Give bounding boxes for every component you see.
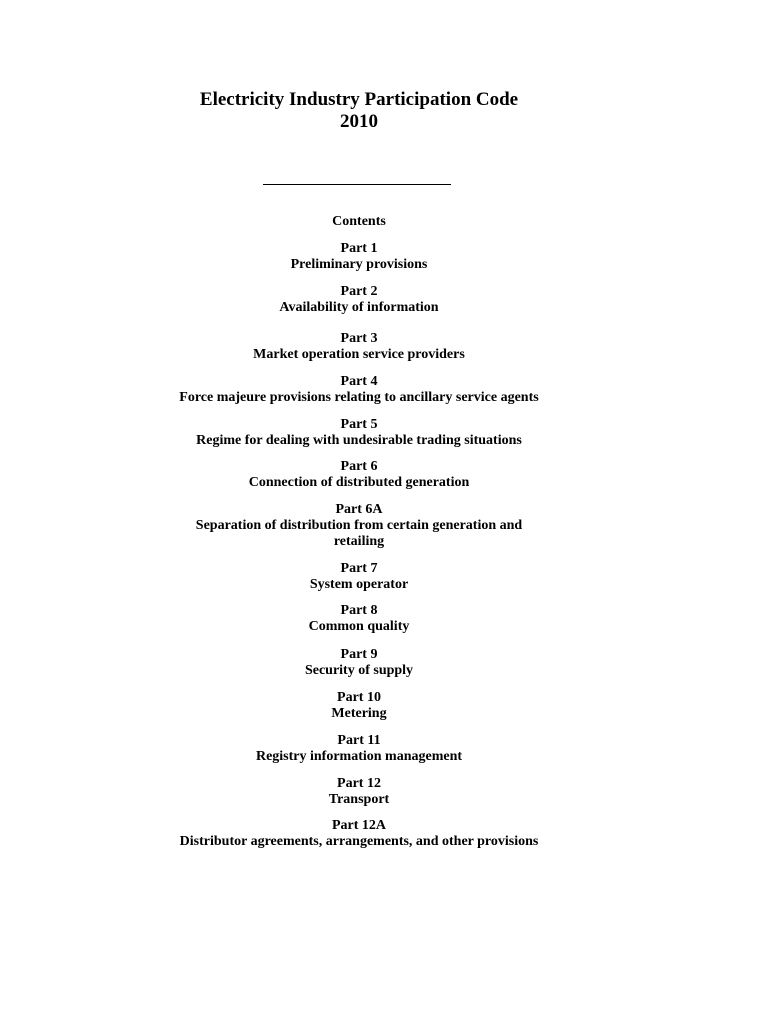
toc-part-label: Part 7 [340,561,378,576]
toc-part-title: Registry information management [255,749,463,764]
toc-part-label: Part 6 [340,459,378,474]
toc-part-label: Part 12A [331,818,387,833]
toc-part-label: Part 5 [340,417,378,432]
toc-entry-part-3[interactable] [0,331,718,363]
toc-entry-part-11[interactable] [0,733,718,765]
toc-part-label: Part 12 [337,776,381,791]
toc-part-label: Part 11 [337,733,381,748]
toc-part-title: Distributor agreements, arrangements, and other provisions [179,834,539,849]
contents-heading: Contents [332,214,386,229]
toc-entry-part-1[interactable] [0,241,718,273]
title-line-1: Electricity Industry Participation Code [199,89,519,110]
toc-part-title: Common quality [308,619,410,634]
toc-entry-part-7[interactable] [0,561,718,593]
toc-entry-part-6a[interactable] [0,502,718,550]
toc-part-title: Market operation service providers [253,347,465,362]
toc-entry-part-9[interactable] [0,647,718,679]
toc-part-title: Separation of distribution from certain generation and retailing [195,518,523,549]
title-line-2: 2010 [340,111,378,132]
toc-entry-part-4[interactable] [0,374,718,406]
toc-entry-part-10[interactable] [0,690,718,722]
toc-part-title: Preliminary provisions [290,257,428,272]
toc-part-title: System operator [309,577,409,592]
toc-part-title: Security of supply [304,663,414,678]
toc-entry-part-2[interactable] [0,284,718,316]
toc-part-title: Regime for dealing with undesirable trading situations [196,433,522,448]
toc-part-label: Part 2 [340,284,378,299]
toc-part-label: Part 3 [340,331,378,346]
toc-entry-part-12[interactable] [0,776,718,808]
title-divider [263,184,451,185]
toc-part-label: Part 4 [340,374,378,389]
toc-part-label: Part 9 [340,647,378,662]
toc-part-title: Connection of distributed generation [248,475,470,490]
toc-part-title: Force majeure provisions relating to ancillary service agents [179,390,539,405]
toc-entry-part-6[interactable] [0,459,718,491]
document-title [0,89,718,133]
toc-part-label: Part 1 [340,241,378,256]
toc-entry-part-8[interactable] [0,603,718,635]
toc-part-title: Transport [328,792,390,807]
toc-part-title: Metering [331,706,387,721]
toc-entry-part-5[interactable] [0,417,718,449]
toc-part-label: Part 8 [340,603,378,618]
toc-entry-part-12a[interactable] [0,818,718,850]
toc-part-label: Part 10 [337,690,381,705]
toc-part-title: Availability of information [279,300,439,315]
toc-part-label: Part 6A [335,502,383,517]
